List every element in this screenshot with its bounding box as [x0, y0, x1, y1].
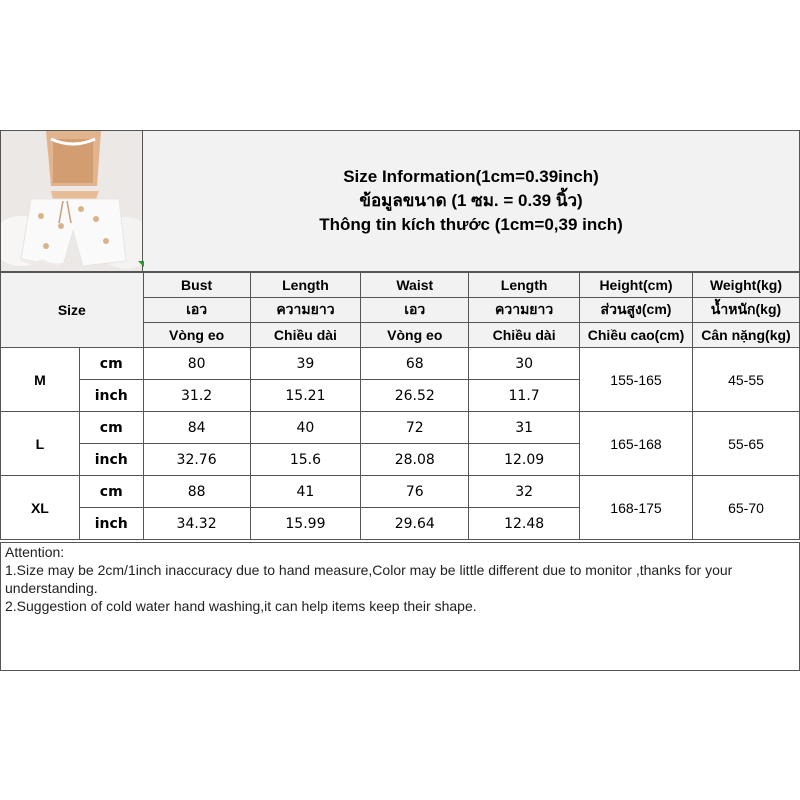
unit-inch: inch	[79, 508, 143, 540]
notes-title: Attention:	[5, 544, 65, 560]
table-cell: 31.2	[143, 380, 250, 412]
column-header-th: ความยาว	[250, 298, 361, 323]
table-cell: 12.48	[469, 508, 580, 540]
column-header-en: Bust	[143, 273, 250, 298]
table-cell: 30	[469, 348, 580, 380]
size-label-l: L	[1, 412, 80, 476]
table-cell: 15.21	[250, 380, 361, 412]
table-cell: 80	[143, 348, 250, 380]
column-header-th: เอว	[143, 298, 250, 323]
corner-marker-icon	[138, 261, 144, 267]
weight-range: 45-55	[692, 348, 799, 412]
table-cell: 29.64	[361, 508, 469, 540]
column-header-vi: Chiều dài	[250, 323, 361, 348]
unit-cm: cm	[79, 476, 143, 508]
size-information-header	[143, 130, 800, 272]
table-cell: 72	[361, 412, 469, 444]
height-range: 165-168	[580, 412, 693, 476]
table-cell: 76	[361, 476, 469, 508]
table-cell: 15.6	[250, 444, 361, 476]
column-header-th: เอว	[361, 298, 469, 323]
table-cell: 41	[250, 476, 361, 508]
column-header-th: ความยาว	[469, 298, 580, 323]
table-cell: 84	[143, 412, 250, 444]
size-chart-sheet	[0, 130, 800, 671]
column-header-en: Length	[469, 273, 580, 298]
product-photo-illustration	[1, 131, 142, 271]
table-cell: 28.08	[361, 444, 469, 476]
column-header-vi: Chiều dài	[469, 323, 580, 348]
table-cell: 40	[250, 412, 361, 444]
table-cell: 12.09	[469, 444, 580, 476]
column-header-vi: Chiều cao(cm)	[580, 323, 693, 348]
table-cell: 34.32	[143, 508, 250, 540]
product-photo	[0, 130, 143, 272]
table-cell: 68	[361, 348, 469, 380]
size-column-title: Size	[1, 273, 144, 348]
column-header-en: Length	[250, 273, 361, 298]
height-range: 155-165	[580, 348, 693, 412]
attention-notes	[0, 542, 800, 671]
unit-inch: inch	[79, 444, 143, 476]
header-title-vietnamese: Thông tin kích thước (1cm=0,39 inch)	[319, 215, 623, 234]
column-header-en: Waist	[361, 273, 469, 298]
header-title-english: Size Information(1cm=0.39inch)	[343, 167, 599, 186]
table-cell: 32	[469, 476, 580, 508]
size-label-xl: XL	[1, 476, 80, 540]
header-title-thai: ข้อมูลขนาด (1 ซม. = 0.39 นิ้ว)	[359, 191, 583, 210]
column-header-en: Weight(kg)	[692, 273, 799, 298]
notes-line-1: 1.Size may be 2cm/1inch inaccuracy due to hand measure,Color may be little different due to monitor ,thanks for your understanding.	[5, 562, 733, 596]
column-header-th: น้ำหนัก(kg)	[692, 298, 799, 323]
unit-cm: cm	[79, 348, 143, 380]
table-cell: 15.99	[250, 508, 361, 540]
unit-cm: cm	[79, 412, 143, 444]
table-cell: 39	[250, 348, 361, 380]
column-header-vi: Vòng eo	[143, 323, 250, 348]
table-cell: 31	[469, 412, 580, 444]
column-header-en: Height(cm)	[580, 273, 693, 298]
column-header-th: ส่วนสูง(cm)	[580, 298, 693, 323]
notes-line-2: 2.Suggestion of cold water hand washing,it can help items keep their shape.	[5, 598, 477, 614]
size-label-m: M	[1, 348, 80, 412]
column-header-vi: Cân nặng(kg)	[692, 323, 799, 348]
weight-range: 55-65	[692, 412, 799, 476]
column-header-vi: Vòng eo	[361, 323, 469, 348]
unit-inch: inch	[79, 380, 143, 412]
size-table	[0, 272, 800, 540]
weight-range: 65-70	[692, 476, 799, 540]
table-cell: 32.76	[143, 444, 250, 476]
height-range: 168-175	[580, 476, 693, 540]
table-cell: 88	[143, 476, 250, 508]
table-cell: 11.7	[469, 380, 580, 412]
table-cell: 26.52	[361, 380, 469, 412]
